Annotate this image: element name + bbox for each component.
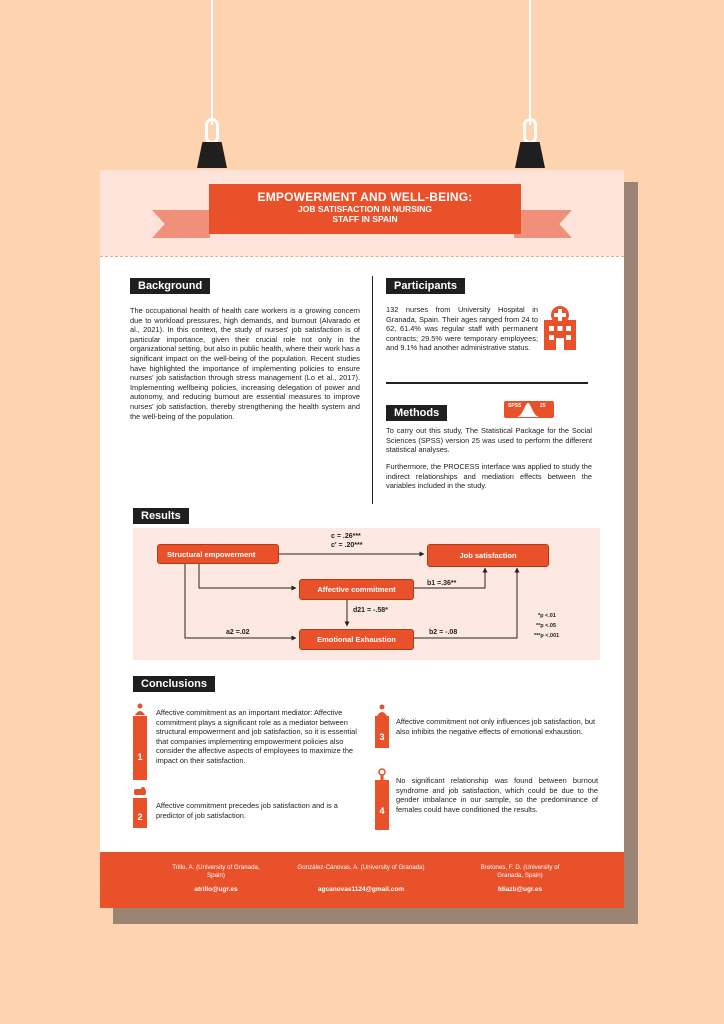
node-emotional-exhaustion: Emotional Exhaustion <box>299 629 414 650</box>
binder-clip-left-icon <box>197 142 227 168</box>
person-star-icon <box>133 703 147 715</box>
background-heading: Background <box>130 278 210 294</box>
conclusion-number-2: 2 <box>133 798 147 828</box>
coef-b1: b1 =.36** <box>427 580 457 587</box>
coef-b2: b2 = -.08 <box>429 629 458 636</box>
title-banner <box>209 184 521 234</box>
methods-text-2: Furthermore, the PROCESS interface was applied to study the indirect relationships and mediation effects between the variables included in the study. <box>386 462 592 491</box>
participants-heading: Participants <box>386 278 465 294</box>
conclusion-number-1: 1 <box>133 716 147 780</box>
hanging-string-right <box>529 0 531 125</box>
conclusion-text-2: Affective commitment precedes job satisfaction and is a predictor of job satisfaction. <box>156 801 338 820</box>
results-heading: Results <box>133 508 189 524</box>
title-line-2: JOB SATISFACTION IN NURSING <box>298 204 432 214</box>
node-affective-commitment: Affective commitment <box>299 579 414 600</box>
significance-note-3: ***p <.001 <box>534 633 560 639</box>
author-2-email[interactable]: agcanovas1124@gmail.com <box>317 886 405 893</box>
significance-note-1: *p <.01 <box>538 613 556 619</box>
author-2-name: González-Cánovas, A. (University of Granada) <box>297 864 425 871</box>
title-line-1: EMPOWERMENT AND WELL-BEING: <box>257 190 473 204</box>
authors-footer <box>100 852 624 908</box>
methods-text-1: To carry out this study, The Statistical Package for the Social Sciences (SPSS) version 25 was used to perform the different statistical analyses. <box>386 426 592 455</box>
conclusion-text-4: No significant relationship was found between burnout syndrome and job satisfaction, which could be due to the gender imbalance in our sample, so the predominance of females could have conditioned the results. <box>396 776 598 814</box>
binder-clip-right-icon <box>515 142 545 168</box>
conclusions-heading: Conclusions <box>133 676 215 692</box>
coef-c-prime: c' = .20*** <box>331 542 363 549</box>
conclusion-text-1: Affective commitment as an important mediator: Affective commitment plays a significant role as a mediator between structural empowerment and job satisfaction, so it is essential that companies implementing empowerment policies also consider the affective aspects of employees to maximize the impact on their satisfaction. <box>156 708 357 765</box>
participants-methods-divider <box>386 382 588 384</box>
hanging-string-left <box>211 0 213 125</box>
spss-badge-name: SPSS <box>508 403 522 409</box>
chart-person-icon <box>375 704 389 716</box>
author-3-name: Bretones, F. D. (University of Granada, Spain) <box>480 864 560 879</box>
significance-note-2: **p <.05 <box>536 623 557 629</box>
header-divider <box>100 256 624 257</box>
handshake-icon <box>133 786 147 798</box>
bulb-person-icon <box>375 768 389 780</box>
results-diagram <box>133 528 600 660</box>
conclusion-number-3: 3 <box>375 716 389 748</box>
author-1-email[interactable]: atrillo@ugr.es <box>194 886 238 893</box>
hospital-icon <box>540 306 580 350</box>
coef-c: c = .26*** <box>331 533 361 540</box>
methods-heading: Methods <box>386 405 447 421</box>
poster-sheet <box>100 170 624 908</box>
spss-badge-version: 25 <box>540 403 546 409</box>
background-text: The occupational health of health care workers is a growing concern due to workload pressures, high demands, and burnout (Alvarado et al., 2021). In this context, the study of nurses' job satisfaction is of particular importance, given their crucial role not only in the organizational setting, but also in public health, where their work has a significant impact on the well-being of the population. Recent studies have highlighted the importance of implementing policies to ensure nurses' job satisfaction through stress management (Lo et al., 2017). Implementing wellbeing policies, increasing delegation of power and autonomy, and reducing burnout are essential measures to improve nurses' job satisfaction, thereby strengthening the health system and the well-being of the population. <box>130 306 360 421</box>
node-job-satisfaction: Job satisfaction <box>427 544 549 567</box>
conclusion-number-4: 4 <box>375 780 389 830</box>
conclusion-text-3: Affective commitment not only influences job satisfaction, but also inhibits the negative effects of emotional exhaustion. <box>396 717 596 736</box>
bell-curve-icon <box>516 402 540 417</box>
binder-clip-ring-right <box>523 118 537 144</box>
title-line-3: STAFF IN SPAIN <box>332 214 398 224</box>
author-3-email[interactable]: fdiazb@ugr.es <box>497 886 543 893</box>
binder-clip-ring-left <box>205 118 219 144</box>
coef-a2: a2 =.02 <box>226 629 250 636</box>
node-structural-empowerment: Structural empowerment <box>157 544 279 564</box>
spss-badge <box>504 401 554 418</box>
participants-text: 132 nurses from University Hospital in Granada, Spain. Their ages ranged from 24 to 62, 61.4% was regular staff with permanent contracts; 29.5% were temporary employees; and 9.1% had another administrative status. <box>386 305 538 353</box>
author-1-name: Trillo, A. (University of Granada, Spain) <box>172 864 260 879</box>
coef-d21: d21 = -.58* <box>353 607 388 614</box>
column-divider <box>372 276 373 504</box>
